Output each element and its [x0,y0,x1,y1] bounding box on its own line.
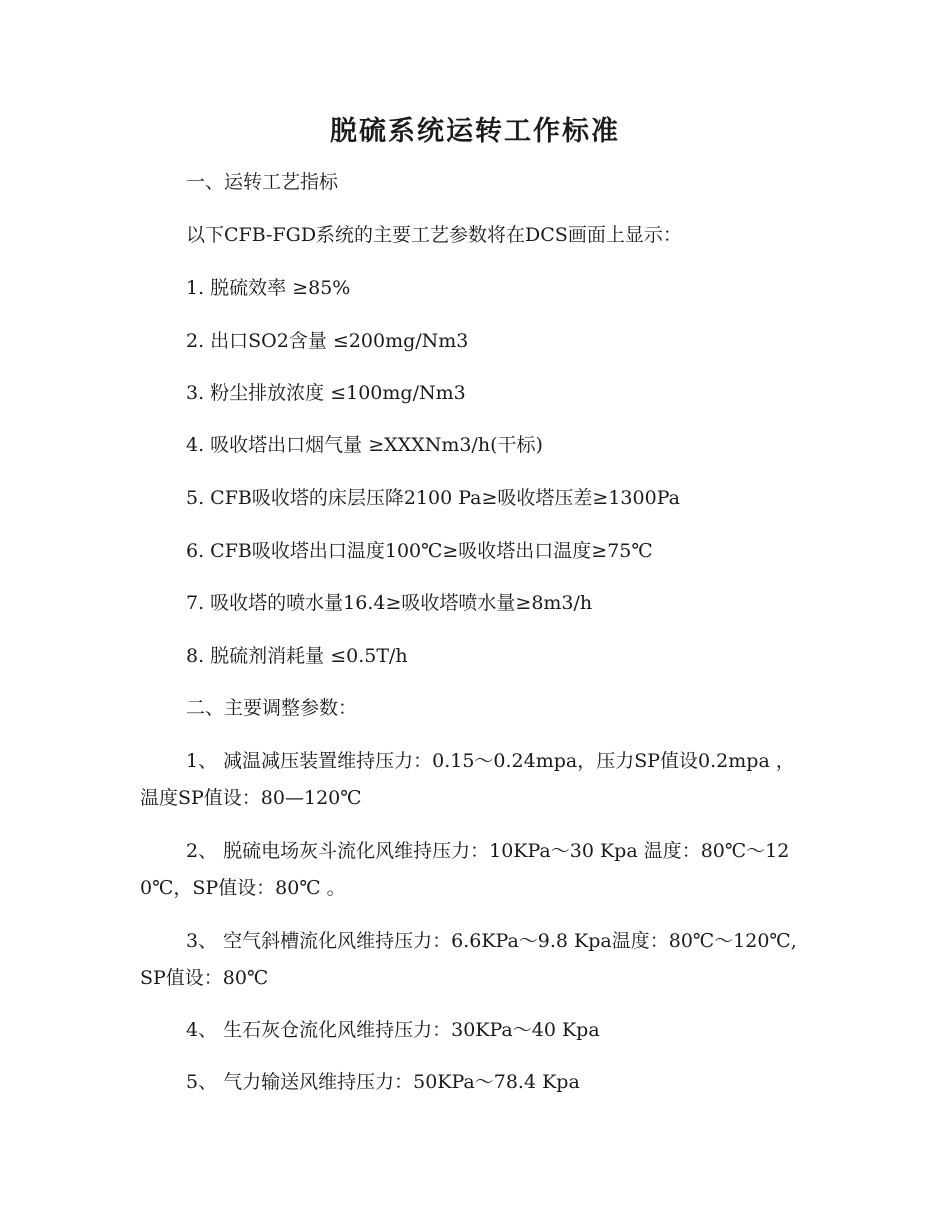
section-heading-adjustment-params: 二、主要调整参数： [186,697,358,719]
indicator-item: 6. CFB吸收塔出口温度100℃≥吸收塔出口温度≥75℃ [186,540,653,562]
adjustment-item: 5、 气力输送风维持压力：50KPa～78.4 Kpa [186,1071,580,1093]
adjustment-item: 4、 生石灰仓流化风维持压力：30KPa～40 Kpa [186,1019,600,1041]
adjustment-item: 2、 脱硫电场灰斗流化风维持压力：10KPa～30 Kpa 温度：80℃～120℃，SP值设：80℃ 。 [140,840,790,899]
document-title: 脱硫系统运转工作标准 [330,116,620,147]
adjustment-item: 1、 减温减压装置维持压力：0.15～0.24mpa，压力SP值设0.2mpa ， 温度SP值设：80—120℃ [140,750,795,809]
indicator-item: 1. 脱硫效率 ≥85% [186,277,351,299]
section-intro: 以下CFB-FGD系统的主要工艺参数将在DCS画面上显示： [186,224,682,246]
indicator-item: 2. 出口SO2含量 ≤200mg/Nm3 [186,330,469,352]
indicator-item: 8. 脱硫剂消耗量 ≤0.5T/h [186,645,408,667]
indicator-item: 3. 粉尘排放浓度 ≤100mg/Nm3 [186,382,466,404]
indicator-item: 7. 吸收塔的喷水量16.4≥吸收塔喷水量≥8m3/h [186,592,593,614]
section-heading-process-indicators: 一、运转工艺指标 [186,171,339,193]
adjustment-item: 3、 空气斜槽流化风维持压力：6.6KPa～9.8 Kpa温度：80℃～120℃,SP值设：80℃ [140,930,797,989]
indicator-item: 5. CFB吸收塔的床层压降2100 Pa≥吸收塔压差≥1300Pa [186,487,680,509]
indicator-item: 4. 吸收塔出口烟气量 ≥XXXNm3/h(干标) [186,434,543,456]
